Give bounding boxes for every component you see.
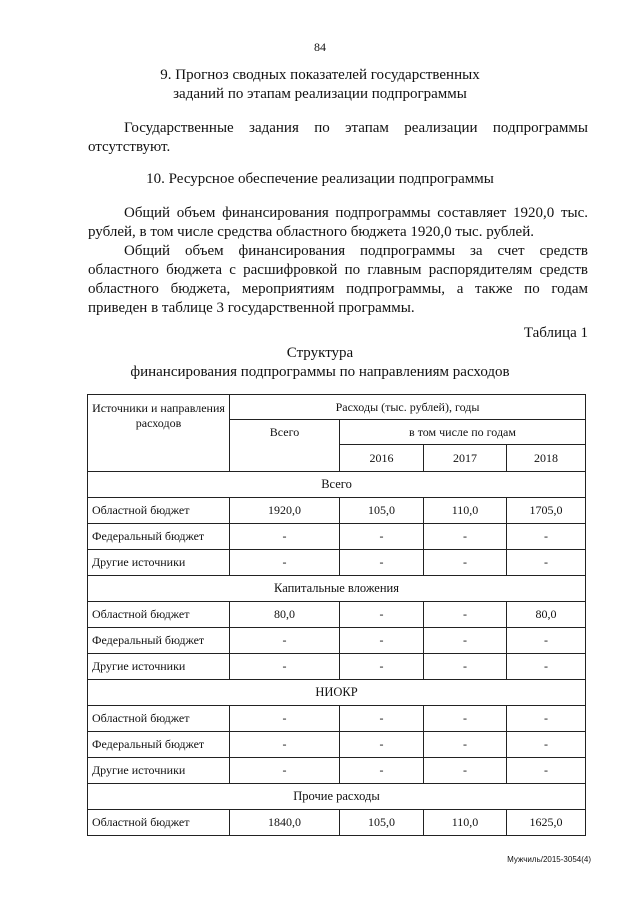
- row-value: -: [507, 628, 586, 654]
- row-value: 110,0: [424, 810, 507, 836]
- row-value: 1920,0: [230, 498, 340, 524]
- row-value: -: [340, 628, 424, 654]
- table-row: [88, 602, 586, 628]
- row-value: -: [230, 758, 340, 784]
- row-value: -: [424, 732, 507, 758]
- table-row: [88, 654, 586, 680]
- row-label: Федеральный бюджет: [88, 732, 230, 758]
- row-value: -: [507, 732, 586, 758]
- row-value: 1705,0: [507, 498, 586, 524]
- section-title-row: [88, 472, 586, 498]
- row-value: -: [424, 628, 507, 654]
- section-title: Капитальные вложения: [88, 576, 586, 602]
- table-title: [0, 344, 640, 382]
- row-label: Областной бюджет: [88, 498, 230, 524]
- table-number: Таблица 1: [523, 325, 588, 341]
- table-row: [88, 524, 586, 550]
- header-by-years: в том числе по годам: [340, 420, 586, 445]
- section-title-row: [88, 680, 586, 706]
- row-label: Другие источники: [88, 654, 230, 680]
- row-value: -: [507, 706, 586, 732]
- row-value: 105,0: [340, 810, 424, 836]
- row-label: Другие источники: [88, 550, 230, 576]
- row-label: Областной бюджет: [88, 602, 230, 628]
- row-value: -: [340, 732, 424, 758]
- table-title-line2: финансирования подпрограммы по направлениям расходов: [130, 364, 510, 380]
- section10-paragraph-2: Общий объем финансирования подпрограммы за счет средств областного бюджета с расшифровкой по главным распорядителям средств областного бюджета, мероприятиям подпрограммы, а также по годам приведен в таблице 3 государственной программы.: [88, 243, 588, 316]
- row-value: -: [424, 706, 507, 732]
- row-value: -: [424, 550, 507, 576]
- section10-title: 10. Ресурсное обеспечение реализации подпрограммы: [146, 171, 494, 187]
- row-value: -: [230, 628, 340, 654]
- table-title-line1: Структура: [286, 345, 354, 361]
- row-value: -: [507, 654, 586, 680]
- table-row: [88, 498, 586, 524]
- row-value: -: [230, 654, 340, 680]
- section-title: Всего: [88, 472, 586, 498]
- row-value: -: [230, 550, 340, 576]
- row-label: Федеральный бюджет: [88, 628, 230, 654]
- row-value: -: [424, 602, 507, 628]
- row-value: -: [507, 550, 586, 576]
- section-title-row: [88, 784, 586, 810]
- row-value: -: [340, 550, 424, 576]
- financing-table: [87, 394, 586, 836]
- row-value: -: [230, 732, 340, 758]
- row-value: -: [230, 524, 340, 550]
- section9-title-line1: 9. Прогноз сводных показателей государственных: [160, 67, 480, 83]
- header-year-2017: 2017: [424, 445, 507, 472]
- section-title: Прочие расходы: [88, 784, 586, 810]
- table-row: [88, 758, 586, 784]
- table-header-row-1: [88, 395, 586, 420]
- row-label: Областной бюджет: [88, 706, 230, 732]
- header-expenses: Расходы (тыс. рублей), годы: [230, 395, 586, 420]
- row-value: 110,0: [424, 498, 507, 524]
- row-label: Другие источники: [88, 758, 230, 784]
- section-title: НИОКР: [88, 680, 586, 706]
- row-value: 1625,0: [507, 810, 586, 836]
- row-label: Областной бюджет: [88, 810, 230, 836]
- page-number: 84: [314, 40, 326, 54]
- row-value: 80,0: [507, 602, 586, 628]
- section-title-row: [88, 576, 586, 602]
- row-value: -: [340, 758, 424, 784]
- financing-table-body: [88, 395, 586, 836]
- table-row: [88, 706, 586, 732]
- row-value: 105,0: [340, 498, 424, 524]
- table-row: [88, 550, 586, 576]
- section9-title: [0, 66, 640, 104]
- section10-paragraph-1: Общий объем финансирования подпрограммы составляет 1920,0 тыс. рублей, в том числе средства областного бюджета 1920,0 тыс. рублей.: [88, 205, 588, 240]
- row-value: -: [424, 758, 507, 784]
- row-label: Федеральный бюджет: [88, 524, 230, 550]
- row-value: -: [340, 524, 424, 550]
- row-value: -: [340, 654, 424, 680]
- row-value: -: [230, 706, 340, 732]
- table-row: [88, 810, 586, 836]
- header-total: Всего: [230, 420, 340, 472]
- header-source: Источники и направления расходов: [88, 395, 230, 472]
- row-value: -: [340, 602, 424, 628]
- row-value: 1840,0: [230, 810, 340, 836]
- row-value: -: [507, 524, 586, 550]
- header-year-2018: 2018: [507, 445, 586, 472]
- table-row: [88, 732, 586, 758]
- row-value: -: [340, 706, 424, 732]
- row-value: -: [424, 524, 507, 550]
- row-value: -: [424, 654, 507, 680]
- table-row: [88, 628, 586, 654]
- section9-title-line2: заданий по этапам реализации подпрограммы: [173, 86, 467, 102]
- document-footer-code: Мужчиль/2015-3054(4): [507, 855, 591, 864]
- row-value: -: [507, 758, 586, 784]
- header-year-2016: 2016: [340, 445, 424, 472]
- section9-text: Государственные задания по этапам реализации подпрограммы отсутствуют.: [88, 120, 588, 155]
- row-value: 80,0: [230, 602, 340, 628]
